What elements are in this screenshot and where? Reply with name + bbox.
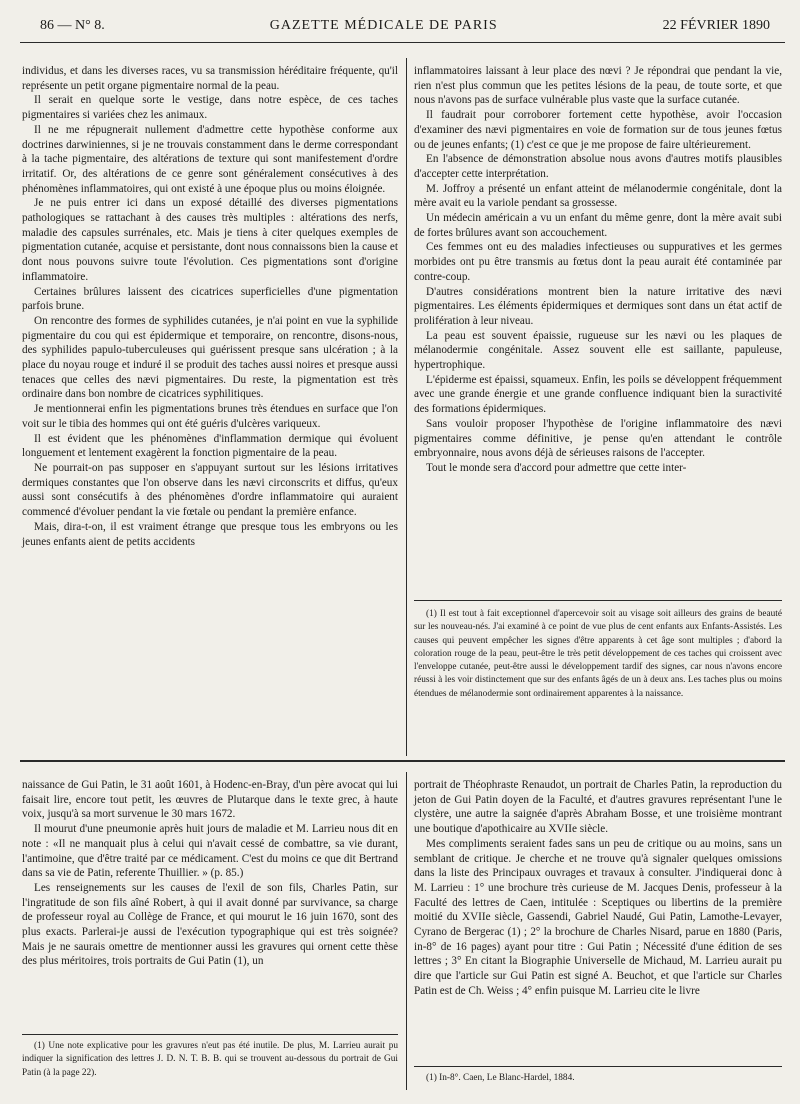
paragraph: M. Joffroy a présenté un enfant atteint de mélanodermie congénitale, dont la mère avait eu la variole pendant sa grossesse. [414, 182, 782, 210]
column-divider [406, 58, 407, 756]
bottom-right-footnote [414, 1072, 782, 1085]
paragraph: portrait de Théophraste Renaudot, un portrait de Charles Patin, la reproduction du jeton de Gui Patin doyen de la Faculté, et d'autres gravures représentant l'une le clystère, une autre la saignée d'après Abraham Bosse, et une troisième montrant une boutique d'apothicaire au XVIIe siècle. [414, 779, 782, 836]
page-number: 86 — N° 8. [40, 18, 105, 33]
footnote-text: (1) In-8°. Caen, Le Blanc-Hardel, 1884. [426, 1073, 575, 1083]
header-rule [20, 42, 785, 43]
footnote-rule [22, 1034, 398, 1035]
footnote-text: (1) Il est tout à fait exceptionnel d'apercevoir soit au visage soit ailleurs des grains de beauté sur les nouveau-nés. J'ai examiné à ce point de vue plus de cent enfants aux Enfants-Assistés. Les causes qui peuvent empêcher les signes d'être apparents à cet âge sont multiples ; d'abord la coloration rouge de la peau, peut-être le très petit développement de ces taches qui croissent avec l'enveloppe cutanée, peut-être aussi le développement tardif des signes, car nous n'avons encore réussi à les voir distinctement que sur des enfants âgés de un à deux ans. Les taches plus ou moins étendues de mélanodermie sont ordinairement apparentes à la naissance. [414, 609, 782, 699]
paragraph: Il serait en quelque sorte le vestige, dans notre espèce, de ces taches pigmentaires si variées chez les animaux. [22, 94, 398, 122]
paragraph: On rencontre des formes de syphilides cutanées, je n'ai point en vue la syphilide pigmentaire du cou qui est épidermique et temporaire, on rencontre, disons-nous, des syphilides papulo-tuberculeuses qui guérissent presque sans ulcération ; à la place du noyau rouge et induré il se produit des taches aussi noires et presque aussi tenaces que celles des nævi pigmentaires. Du reste, la pigmentation est très ordinaire dans bon nombre de cicatrices syphilitiques. [22, 314, 398, 401]
column-divider [406, 772, 407, 1090]
paragraph: L'épiderme est épaissi, squameux. Enfin, les poils se développent fréquemment avec une grande énergie et une grande confluence indiquant bien la suractivité des formations épidermiques. [414, 373, 782, 416]
paragraph: inflammatoires laissant à leur place des nœvi ? Je répondrai que pendant la vie, rien n'est plus commun que les petites lésions de la peau, de toute sorte, et que nous n'avons pas de surface vulnérable plus vaste que la surface cutanée. [414, 65, 782, 107]
paragraph: Il ne me répugnerait nullement d'admettre cette hypothèse conforme aux doctrines darwiniennes, si je ne trouvais constamment dans le derme correspondant à la tache pigmentaire, des altérations de texture qui sont manifestement d'ordre irritatif. Or, des altérations de ce genre sont généralement consécutives à des phénomènes inflammatoires, qui ont existé à une époque plus ou moins éloignée. [22, 123, 398, 195]
paragraph: Ne pourrait-on pas supposer en s'appuyant surtout sur les lésions irritatives dermiques constantes que l'on observe dans les nævi circonscrits et diffus, qu'eux aussi sont consécutifs à des phénomènes d'ordre inflammatoire qui auraient commencé d'évoluer pendant la vie fœtale ou pendant la première enfance. [22, 461, 398, 519]
bottom-left-footnote [22, 1040, 398, 1080]
paragraph: La peau est souvent épaissie, rugueuse sur les nævi ou les plaques de mélanodermie congénitale. Assez souvent elle est saillante, papuleuse, hypertrophique. [414, 329, 782, 372]
paragraph: Un médecin américain a vu un enfant du même genre, dont la mère avait subi de fortes brûlures avant son accouchement. [414, 212, 782, 239]
paragraph: Il faudrait pour corroborer fortement cette hypothèse, avoir l'occasion d'examiner des nævi pigmentaires en voie de formation sur de tous jeunes fœtus ou de jeunes enfants; (1) c'est ce que je me propose de faire ultérieurement. [414, 109, 782, 151]
paragraph: Sans vouloir proposer l'hypothèse de l'origine inflammatoire des nævi pigmentaires comme définitive, je pense qu'en attendant le contrôle embryonnaire, nous avons déjà de sérieuses raisons de l'accepter. [414, 417, 782, 460]
paragraph: Ces femmes ont eu des maladies infectieuses ou suppuratives et les germes morbides ont pu être transmis au fœtus dont la peau aurait été contaminée par contre-coup. [414, 241, 782, 283]
paragraph: En l'absence de démonstration absolue nous avons d'autres motifs plausibles d'accepter cette interprétation. [414, 153, 782, 180]
footnote-rule [414, 1066, 782, 1067]
paragraph: Tout le monde sera d'accord pour admettre que cette inter- [426, 461, 687, 474]
top-footnote [414, 608, 782, 701]
footnote-text: (1) Une note explicative pour les gravures n'eut pas été inutile. De plus, M. Larrieu aurait pu indiquer la signification des lettres J. D. N. T. B. B. qui se trouvent au-dessous du portrait de Gui Patin (à la page 22). [22, 1041, 398, 1078]
top-left-column [22, 64, 398, 549]
journal-title: GAZETTE MÉDICALE DE PARIS [269, 18, 498, 33]
paragraph: Mes compliments seraient fades sans un peu de critique ou au moins, sans un semblant de critique. Je cherche et ne trouve qu'à signaler quelques omissions dans la liste des Principaux ouvrages et travaux à consulter. J'indiquerai donc à M. Larrieu : 1° une brochure très curieuse de M. Jacques Denis, professeur à la Faculté des lettres de Caen, intitulée : Sceptiques ou libertins de la première moitié du XVIIe siècle, Gassendi, Gabriel Naudé, Gui Patin, Lamothe-Levayer, Cyrano de Bergerac (1) ; 2° la brochure de Charles Nisard, parue en 1880 (Paris, in-8° de 16 pages) ayant pour titre : Gui Patin ; Nécessité d'une édition de ses lettres ; 3° En citant la Biographie Universelle de Michaud, M. Larrieu aurait pu dire que l'article sur Gui Patin est signé A. Beuchot, et que l'article sur Charles Patin est de Ch. Weiss ; 4° enfin puisque M. Larrieu cite le livre [414, 837, 782, 997]
paragraph: individus, et dans les diverses races, vu sa transmission héréditaire fréquente, qu'il représente un petit organe pigmentaire normal de la peau. [22, 65, 398, 92]
paragraph: Je mentionnerai enfin les pigmentations brunes très étendues en surface que l'on voit sur le tibia des hommes qui ont été guéris d'ulcères variqueux. [22, 403, 398, 430]
paragraph: Certaines brûlures laissent des cicatrices superficielles d'une pigmentation parfois brune. [22, 285, 398, 313]
paragraph: Les renseignements sur les causes de l'exil de son fils, Charles Patin, sur l'ingratitude de son fils aîné Robert, à qui il avait donné par survivance, sa charge de professeur royal au Collège de France, et qui mourut le 16 juin 1670, sont des plus exacts. Parlerai-je aussi de l'exécution typographique qui est très soignée? Mais je ne saurais omettre de mentionner aussi les gravures qui ornent cette thèse des plus méritoires, trois portraits de Gui Patin (1), un [22, 881, 398, 968]
paragraph: Je ne puis entrer ici dans un exposé détaillé des diverses pigmentations pathologiques se rattachant à des causes très multiples : altérations des nerfs, maladie des capsules surrénales, etc. Mais je tiens à citer quelques exemples de pigmentation cutanée, acquise et persistante, dont nous connaissons bien la cause et dont nous pouvons suivre toute l'évolution. Ces pigmentations sont d'origine inflammatoire. [22, 197, 398, 283]
paragraph: D'autres considérations montrent bien la nature irritative des nævi pigmentaires. Les éléments épidermiques et dermiques sont dans un état actif de prolifération à leur niveau. [414, 285, 782, 327]
top-right-column [414, 64, 782, 476]
page-header [40, 18, 770, 40]
paragraph: Il est évident que les phénomènes d'inflammation dermique qui évoluent longuement et lentement exagèrent la fonction pigmentaire de la peau. [22, 432, 398, 460]
paragraph: Il mourut d'une pneumonie après huit jours de maladie et M. Larrieu nous dit en note : «Il ne manquait plus à celui qui n'avait cessé de combattre, sa vie durant, l'antimoine, que d'être traité par ce médicament. C'est du moins ce que dit Bertrand dans sa vie de Patin, referente Thuillier. » (p. 85.) [22, 823, 398, 880]
issue-date: 22 FÉVRIER 1890 [662, 18, 770, 33]
section-divider [20, 760, 785, 762]
bottom-right-column [414, 778, 782, 999]
footnote-rule [414, 600, 782, 601]
paragraph: naissance de Gui Patin, le 31 août 1601, à Hodenc-en-Bray, d'un père avocat qui lui faisait lire, encore tout petit, les œuvres de Plutarque dans le texte grec, à haute voix, jusqu'à sa mort survenue le 30 mars 1672. [22, 779, 398, 821]
bottom-left-column [22, 778, 398, 969]
paragraph: Mais, dira-t-on, il est vraiment étrange que presque tous les embryons ou les jeunes enfants aient de petits accidents [22, 520, 398, 548]
